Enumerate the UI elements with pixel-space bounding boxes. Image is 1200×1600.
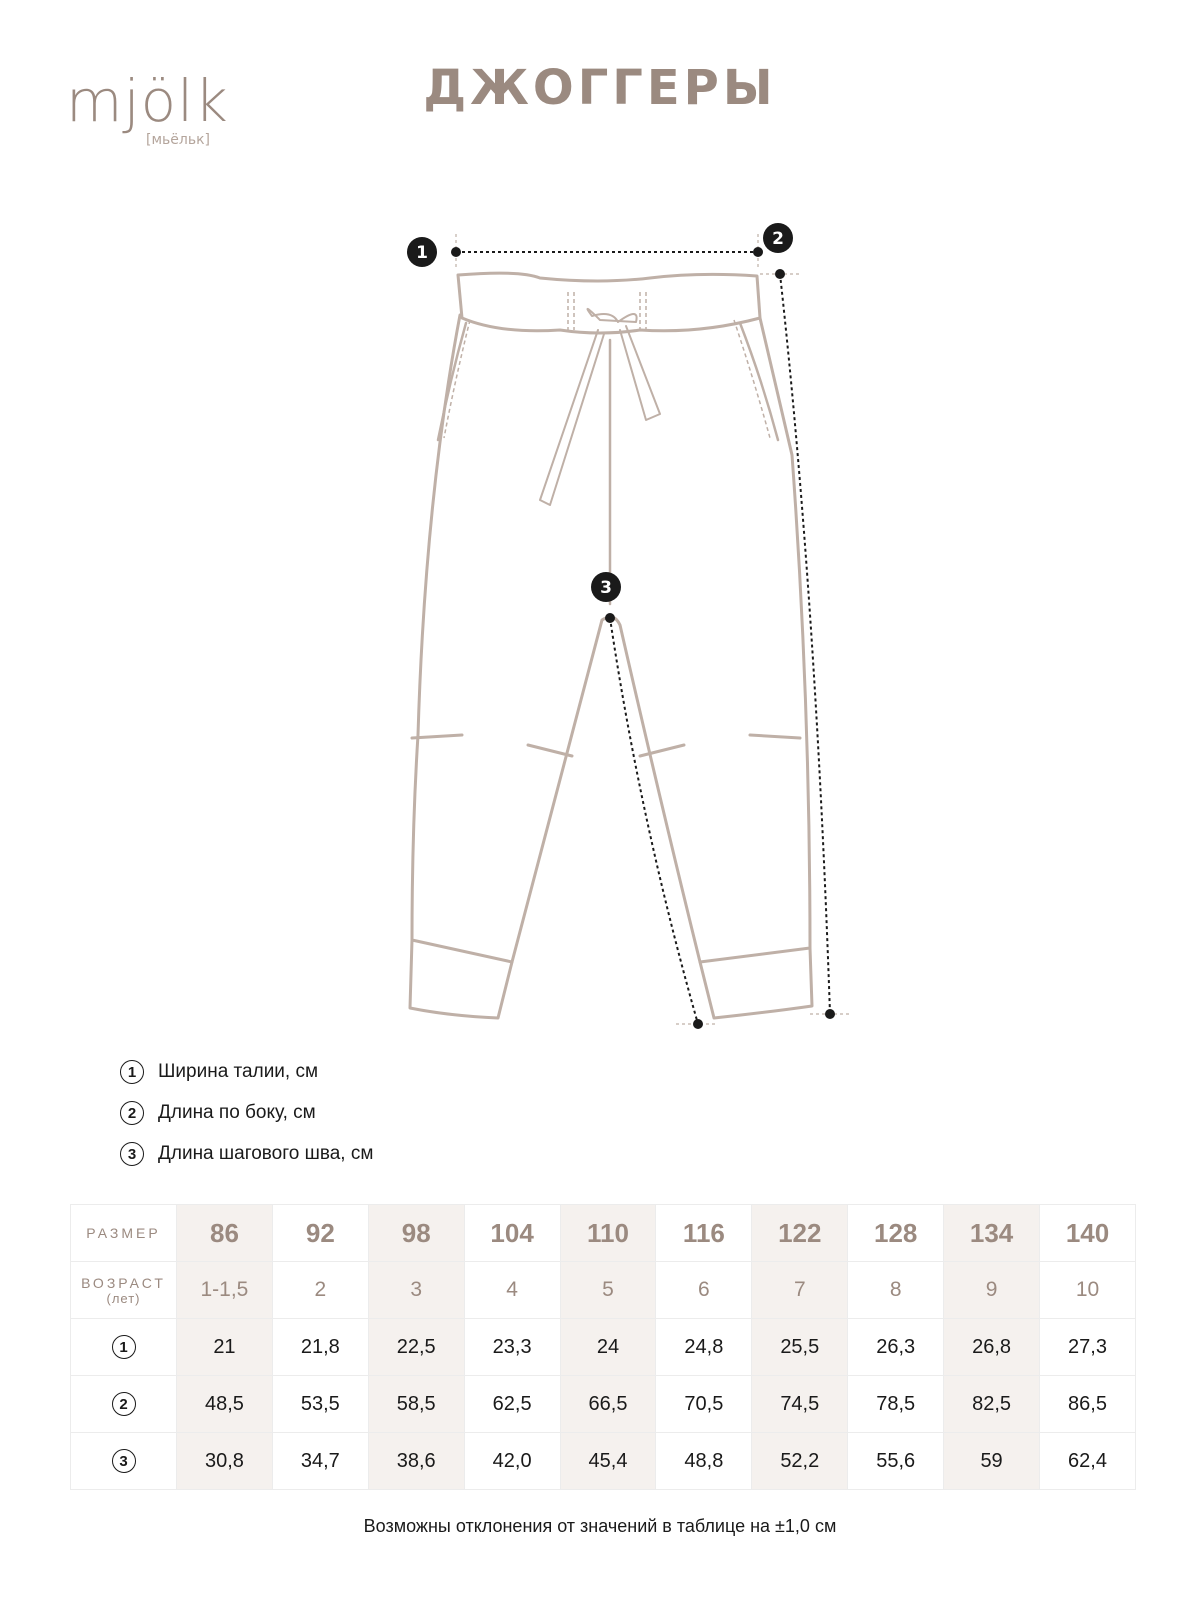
value-cell: 59: [944, 1433, 1040, 1490]
value-cell: 45,4: [560, 1433, 656, 1490]
value-cell: 70,5: [656, 1376, 752, 1433]
size-cell: 122: [752, 1205, 848, 1262]
size-cell: 128: [848, 1205, 944, 1262]
legend-text: Ширина талии, см: [158, 1061, 319, 1082]
age-cell: 5: [560, 1262, 656, 1319]
value-cell: 24: [560, 1319, 656, 1376]
age-cell: 7: [752, 1262, 848, 1319]
value-cell: 21,8: [272, 1319, 368, 1376]
value-cell: 48,8: [656, 1433, 752, 1490]
age-cell: 2: [272, 1262, 368, 1319]
value-cell: 30,8: [177, 1433, 273, 1490]
value-cell: 48,5: [177, 1376, 273, 1433]
age-cell: 8: [848, 1262, 944, 1319]
value-cell: 62,4: [1040, 1433, 1136, 1490]
row-label: [71, 1376, 177, 1433]
size-row: [71, 1205, 1136, 1262]
value-cell: 38,6: [368, 1433, 464, 1490]
value-cell: 34,7: [272, 1433, 368, 1490]
measurement-legend: [120, 1058, 373, 1181]
number-badge: 1: [120, 1060, 144, 1084]
row-label: [71, 1433, 177, 1490]
value-cell: 58,5: [368, 1376, 464, 1433]
age-row: [71, 1262, 1136, 1319]
legend-item: [120, 1140, 373, 1168]
size-cell: 98: [368, 1205, 464, 1262]
legend-item: [120, 1058, 373, 1086]
size-cell: 140: [1040, 1205, 1136, 1262]
value-cell: 42,0: [464, 1433, 560, 1490]
number-badge: 2: [112, 1392, 136, 1416]
marker-1-label: 1: [416, 243, 428, 263]
size-cell: 92: [272, 1205, 368, 1262]
age-cell: 6: [656, 1262, 752, 1319]
value-cell: 82,5: [944, 1376, 1040, 1433]
age-unit: (лет): [106, 1290, 141, 1306]
logo-subtitle: [мьёльк]: [146, 132, 211, 148]
marker-2-label: 2: [772, 229, 784, 249]
number-badge: 3: [120, 1142, 144, 1166]
number-badge: 3: [112, 1449, 136, 1473]
size-cell: 104: [464, 1205, 560, 1262]
value-cell: 26,3: [848, 1319, 944, 1376]
age-cell: 4: [464, 1262, 560, 1319]
age-cell: 3: [368, 1262, 464, 1319]
value-cell: 26,8: [944, 1319, 1040, 1376]
value-cell: 53,5: [272, 1376, 368, 1433]
value-cell: 25,5: [752, 1319, 848, 1376]
page-title: ДЖОГГЕРЫ: [423, 60, 777, 116]
tolerance-note: Возможны отклонения от значений в таблице на ±1,0 см: [363, 1516, 837, 1536]
size-cell: 116: [656, 1205, 752, 1262]
legend-text: Длина шагового шва, см: [158, 1143, 374, 1164]
size-label: РАЗМЕР: [71, 1205, 177, 1262]
legend-text: Длина по боку, см: [158, 1102, 316, 1123]
measurement-row-3: [71, 1433, 1136, 1490]
measurement-row-1: [71, 1319, 1136, 1376]
value-cell: 78,5: [848, 1376, 944, 1433]
value-cell: 23,3: [464, 1319, 560, 1376]
age-label-text: ВОЗРАСТ: [81, 1274, 166, 1291]
legend-item: [120, 1099, 373, 1127]
number-badge: 2: [120, 1101, 144, 1125]
size-cell: 134: [944, 1205, 1040, 1262]
value-cell: 52,2: [752, 1433, 848, 1490]
value-cell: 24,8: [656, 1319, 752, 1376]
logo-text: mjölk: [66, 67, 229, 135]
value-cell: 55,6: [848, 1433, 944, 1490]
number-badge: 1: [112, 1335, 136, 1359]
age-label: [71, 1262, 177, 1319]
age-cell: 1-1,5: [177, 1262, 273, 1319]
value-cell: 22,5: [368, 1319, 464, 1376]
value-cell: 66,5: [560, 1376, 656, 1433]
row-label: [71, 1319, 177, 1376]
measurement-row-2: [71, 1376, 1136, 1433]
size-cell: 86: [177, 1205, 273, 1262]
size-table: [70, 1204, 1136, 1490]
age-cell: 9: [944, 1262, 1040, 1319]
value-cell: 21: [177, 1319, 273, 1376]
age-cell: 10: [1040, 1262, 1136, 1319]
value-cell: 27,3: [1040, 1319, 1136, 1376]
value-cell: 62,5: [464, 1376, 560, 1433]
size-cell: 110: [560, 1205, 656, 1262]
marker-3-label: 3: [600, 578, 612, 598]
value-cell: 86,5: [1040, 1376, 1136, 1433]
value-cell: 74,5: [752, 1376, 848, 1433]
